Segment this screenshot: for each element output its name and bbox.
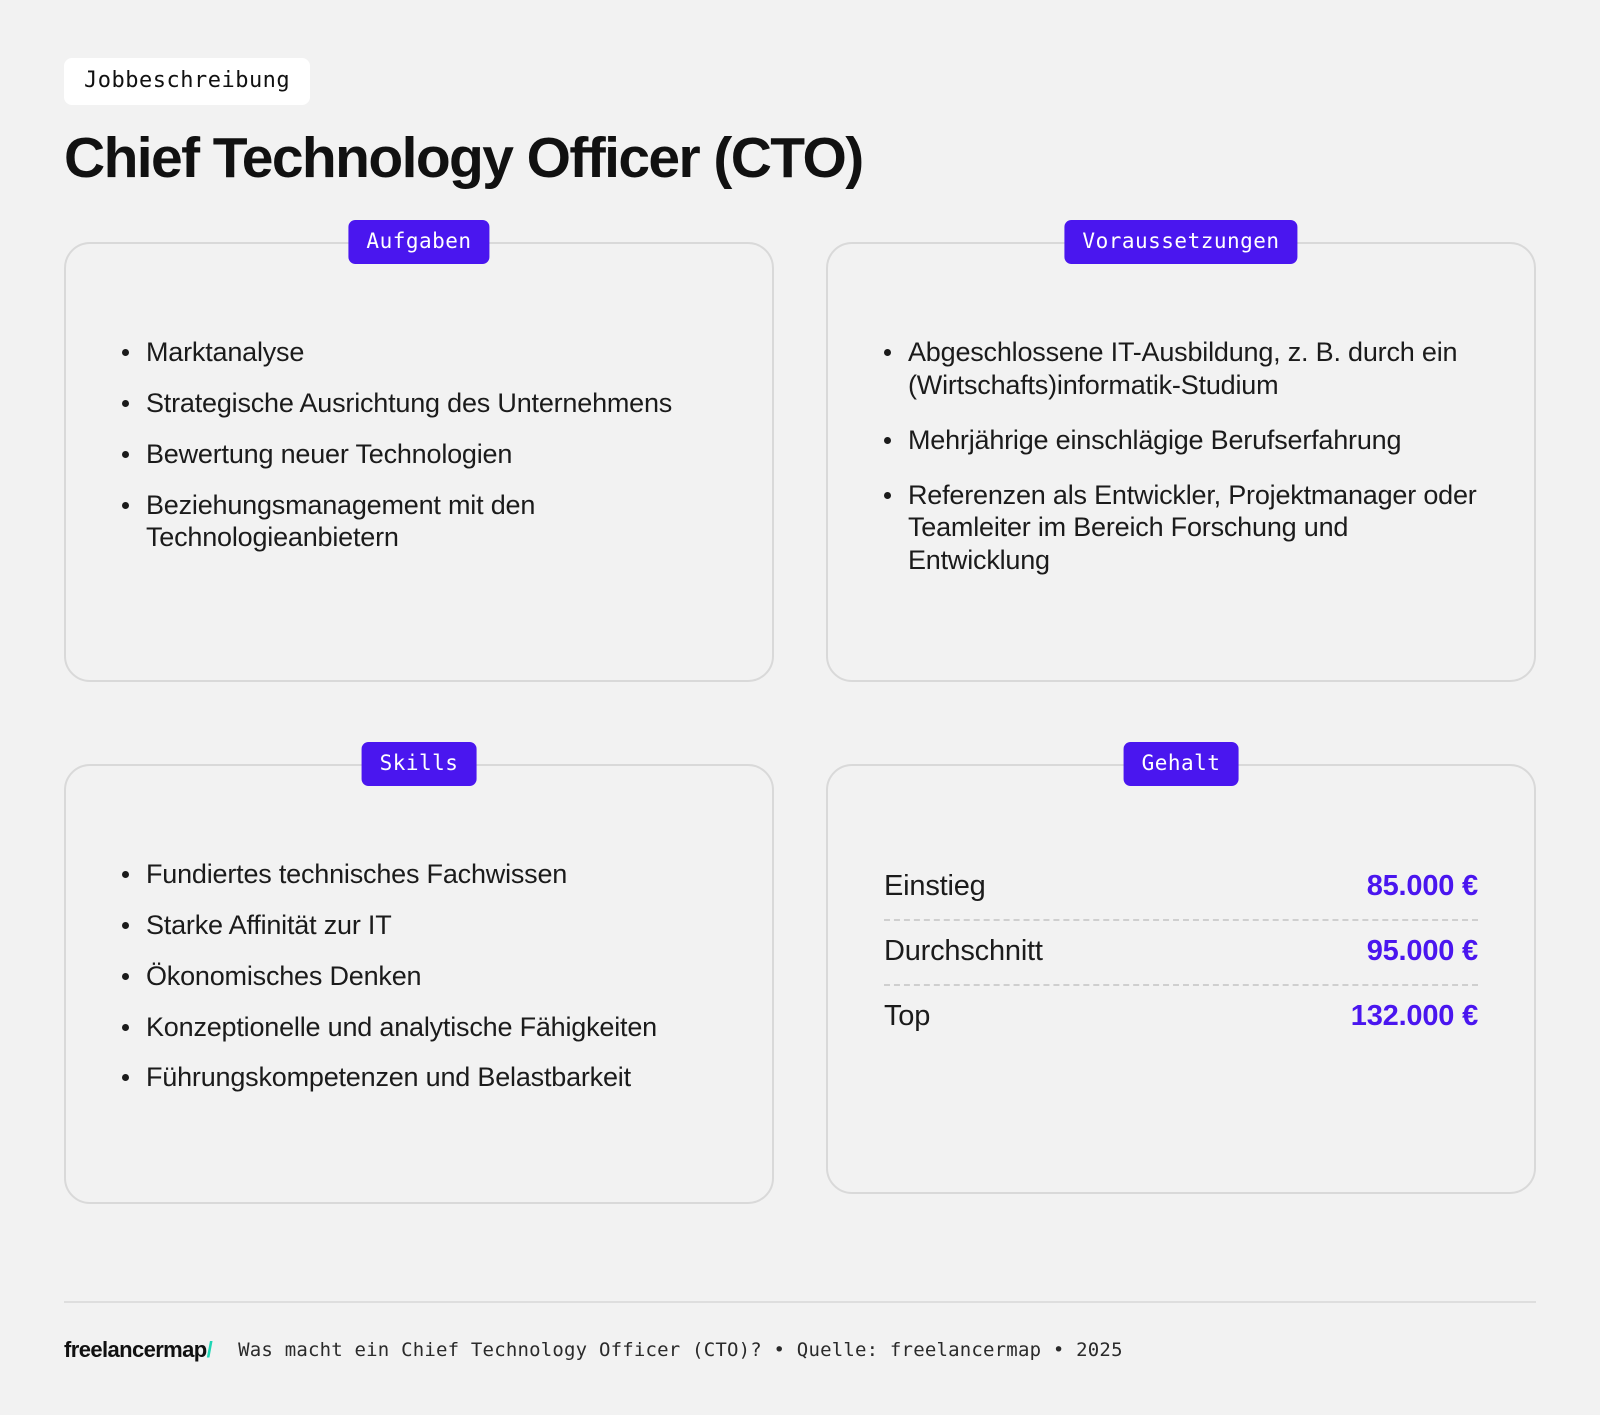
salary-label: Top (884, 999, 931, 1032)
cards-grid (64, 228, 1536, 1204)
salary-value: 85.000 € (1366, 869, 1478, 902)
salary-label: Einstieg (884, 869, 986, 902)
brand-slash: / (206, 1337, 213, 1362)
brand-logo (64, 1337, 212, 1363)
card-tasks-badge: Aufgaben (348, 220, 489, 264)
list-item: Starke Affinität zur IT (110, 909, 728, 942)
salary-row (884, 986, 1478, 1049)
tasks-list (110, 336, 728, 555)
salary-row (884, 921, 1478, 984)
page-title: Chief Technology Officer (CTO) (64, 126, 863, 190)
salary-value: 132.000 € (1350, 999, 1478, 1032)
list-item: Beziehungsmanagement mit den Technologieanbietern (110, 489, 728, 555)
list-item: Mehrjährige einschlägige Berufserfahrung (872, 424, 1490, 457)
list-item: Strategische Ausrichtung des Unternehmens (110, 387, 728, 420)
card-requirements (826, 228, 1536, 682)
card-skills (64, 750, 774, 1204)
card-salary-badge: Gehalt (1124, 742, 1239, 786)
list-item: Bewertung neuer Technologien (110, 438, 728, 471)
card-skills-badge: Skills (362, 742, 477, 786)
eyebrow-label: Jobbeschreibung (64, 58, 310, 105)
card-tasks-body (64, 242, 774, 682)
card-salary-body (826, 764, 1536, 1194)
salary-row (884, 856, 1478, 919)
skills-list (110, 858, 728, 1095)
list-item: Marktanalyse (110, 336, 728, 369)
list-item: Referenzen als Entwickler, Projektmanager oder Teamleiter im Bereich Forschung und Entwicklung (872, 479, 1490, 578)
list-item: Abgeschlossene IT-Ausbildung, z. B. durch ein (Wirtschafts)informatik-Studium (872, 336, 1490, 402)
card-skills-body (64, 764, 774, 1204)
brand-name: freelancermap (64, 1337, 207, 1362)
footer-divider (64, 1301, 1536, 1303)
salary-label: Durchschnitt (884, 934, 1043, 967)
card-requirements-body (826, 242, 1536, 682)
card-salary (826, 750, 1536, 1204)
card-tasks (64, 228, 774, 682)
list-item: Ökonomisches Denken (110, 960, 728, 993)
card-requirements-badge: Voraussetzungen (1064, 220, 1297, 264)
list-item: Führungskompetenzen und Belastbarkeit (110, 1061, 728, 1094)
salary-value: 95.000 € (1366, 934, 1478, 967)
footer-source-text: Was macht ein Chief Technology Officer (CTO)? • Quelle: freelancermap • 2025 (238, 1339, 1123, 1361)
footer (64, 1301, 1536, 1363)
list-item: Fundiertes technisches Fachwissen (110, 858, 728, 891)
footer-content (64, 1337, 1536, 1363)
list-item: Konzeptionelle und analytische Fähigkeiten (110, 1011, 728, 1044)
requirements-list (872, 336, 1490, 578)
